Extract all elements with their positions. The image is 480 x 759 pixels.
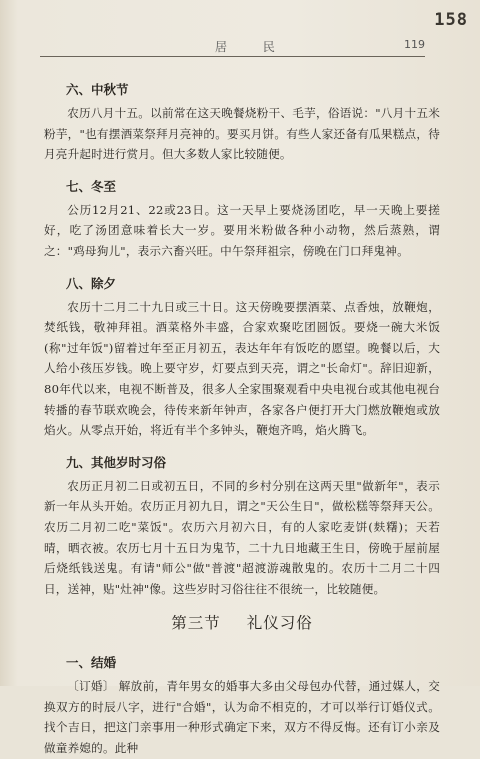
header-title: 居 民 <box>215 40 291 54</box>
section-heading-other-customs: 九、其他岁时习俗 <box>66 454 167 470</box>
section-body-mid-autumn: 农历八月十五。以前常在这天晚餐烧粉干、毛芋，俗语说："八月十五米粉芋，"也有摆酒菜祭拜月亮神的。要买月饼。有些人家还备有瓜果糕点，待月亮升起时进行赏月。但大多数人家比较随便。 <box>44 106 440 162</box>
chapter-number: 第三节 <box>171 614 221 633</box>
section-heading-marriage: 一、结婚 <box>66 655 117 671</box>
page-stamp-number: 158 <box>434 10 468 30</box>
section-body-new-year-eve: 农历十二月二十九日或三十日。这天傍晚要摆酒菜、点香烛，放鞭炮，焚纸钱，敬神拜祖。酒菜格外丰盛，合家欢聚吃团圆饭。要烧一碗大米饭(称"过年饭")留着过年至正月初五，表达年年有饭吃的愿望。晚餐以后，大人给小孩压岁钱。晚上要守岁，灯要点到天亮，谓之"长命灯"。辞旧迎新，80年代以来，电视不断普及，很多人全家围聚观看中央电视台或其他电视台转播的春节联欢晚会，待传来新年钟声，各家各户便打开大门燃放鞭炮或放焰火。从零点开始，将近有半个多钟头，鞭炮齐鸣，焰火腾飞。 <box>44 299 440 438</box>
section-body-other-customs: 农历正月初二日或初五日，不同的乡村分别在这两天里"做新年"，表示新一年从头开始。农历正月初九日，谓之"天公生日"，做松糕等祭拜天公。农历二月初二吃"菜饭"。农历六月初六日，有的人家吃麦饼(麸糬)；天若晴，晒衣被。农历七月十五日为鬼节，二十九日地藏王生日，傍晚于屋前屋后烧纸钱送鬼。有请"师公"做"普渡"超渡游魂散鬼的。农历十二月二十四日，送神，贴"灶神"像。这些岁时习俗往往不很统一，比较随便。 <box>44 478 440 596</box>
section-heading-new-year-eve: 八、除夕 <box>66 275 117 291</box>
page-number: 119 <box>404 38 425 51</box>
section-heading-mid-autumn: 六、中秋节 <box>66 82 129 97</box>
running-header <box>40 34 425 57</box>
chapter-name: 礼仪习俗 <box>246 614 313 633</box>
section-heading-winter-solstice: 七、冬至 <box>66 178 117 194</box>
section-body-marriage: 〔订婚〕 解放前，青年男女的婚事大多由父母包办代替，通过媒人，交换双方的时辰八字，进行"合婚"，认为命不相克的，才可以举行订婚仪式。找个吉日，把这门亲事用一种形式确定下来，双方不得反悔。还有订小亲及做童养媳的。此种 <box>44 679 440 756</box>
chapter-title <box>44 611 440 633</box>
section-body-winter-solstice: 公历12月21、22或23日。这一天早上要烧汤团吃，早一天晚上要搓好，吃了汤团意味着长大一岁。要用米粉做各种小动物，然后蒸熟，谓之："鸡母狗儿"，表示六畜兴旺。中午祭拜祖宗，傍晚在门口拜鬼神。 <box>44 202 440 258</box>
page-content <box>44 68 440 759</box>
